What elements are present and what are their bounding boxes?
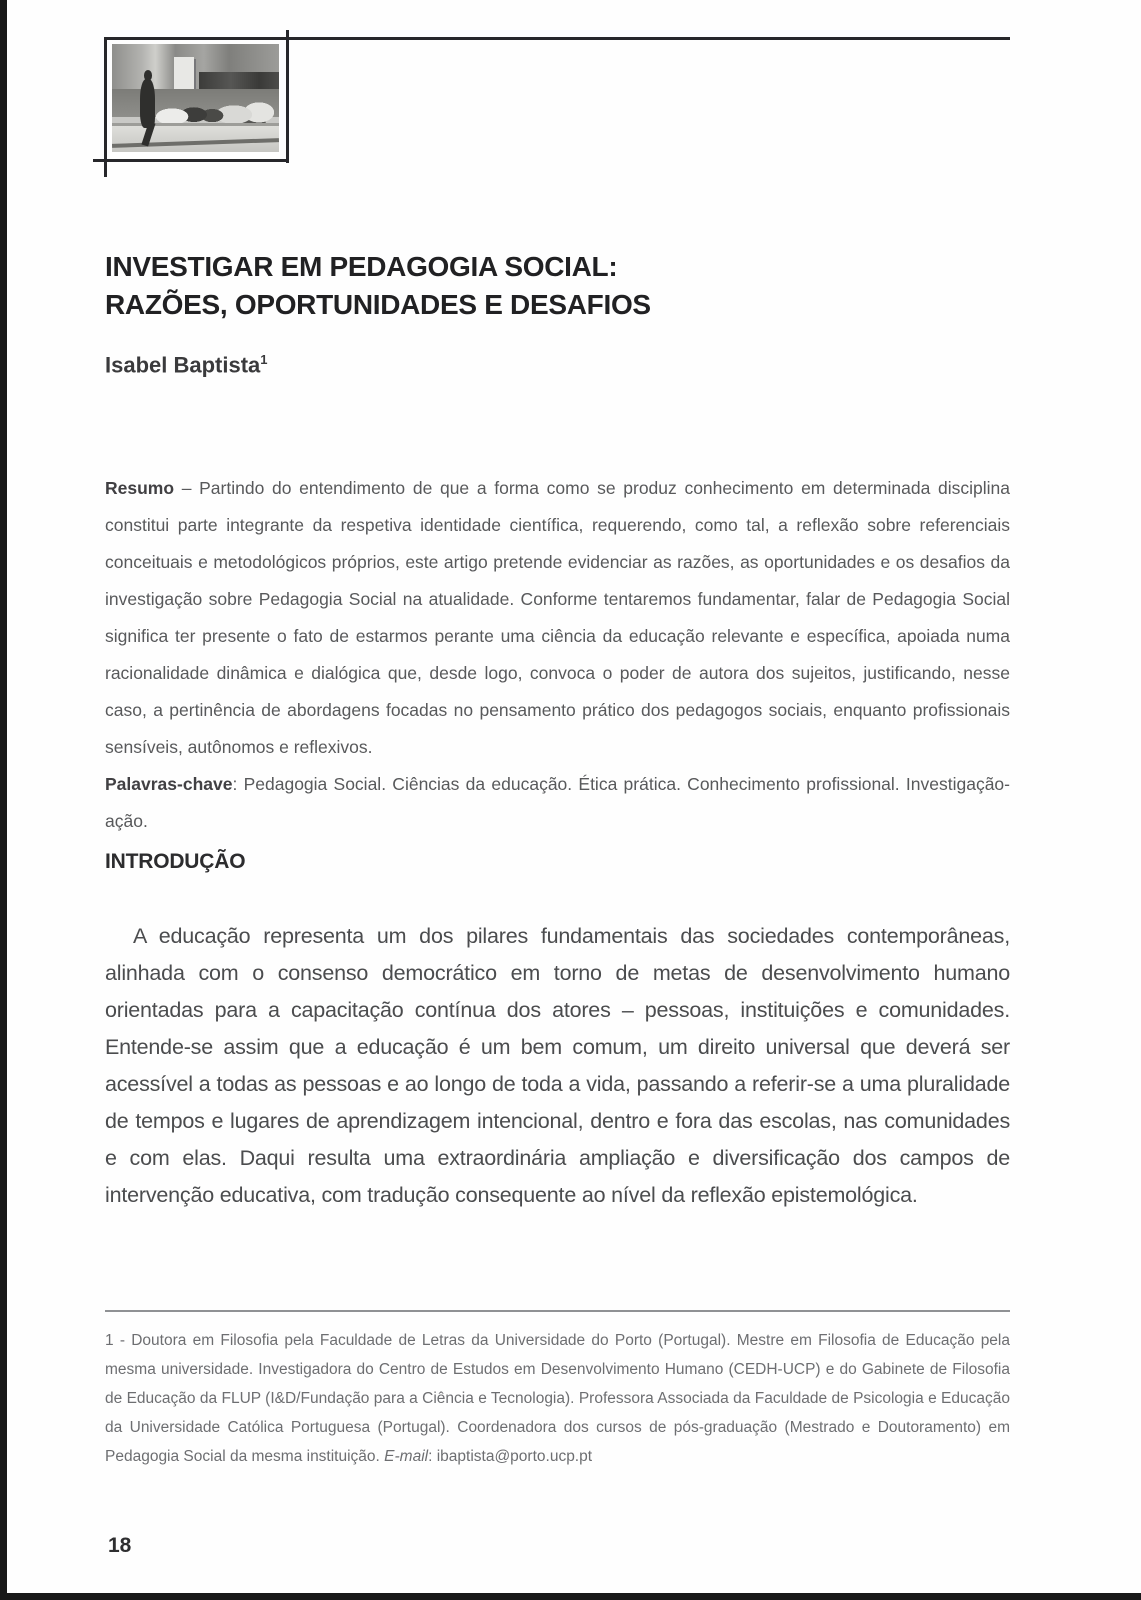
photo-road xyxy=(112,123,279,152)
keywords-line xyxy=(105,766,1010,840)
keywords-text: Pedagogia Social. Ciências da educação. Ética prática. Conhecimento profissional. Investigação-ação. xyxy=(105,774,1010,831)
author-footnote-ref: 1 xyxy=(260,352,268,367)
page-number: 18 xyxy=(108,1534,132,1557)
crop-mark-right-rule xyxy=(286,30,289,163)
left-spine-bar xyxy=(0,0,7,1600)
author-name: Isabel Baptista xyxy=(105,352,261,378)
abstract-separator: – xyxy=(174,478,200,498)
photo-white-sign xyxy=(174,57,194,89)
footnote-email-label: E-mail xyxy=(384,1448,429,1465)
footnote-separator-rule xyxy=(105,1310,1010,1312)
abstract-text: Partindo do entendimento de que a forma como se produz conhecimento em determinada disciplina constitui parte integrante da respetiva identidade científica, requerendo, como tal, a reflexão sobre referenciais conceituais e metodológicos próprios, este artigo pretende evidenciar as razões, as oportunidades e os desafios da investigação sobre Pedagogia Social na atualidade. Conforme tentaremos fundamentar, falar de Pedagogia Social significa ter presente o fato de estarmos perante uma ciência da educação relevante e específica, apoiada numa racionalidade dinâmica e dialógica que, desde logo, convoca o poder de autora dos sujeitos, justificando, nesse caso, a pertinência de abordagens focadas no pensamento prático dos pedagogos sociais, enquanto profissionais sensíveis, autônomos e reflexivos. xyxy=(105,478,1010,757)
introduction-heading: INTRODUÇÃO xyxy=(105,850,246,873)
photo-dark-windows-band xyxy=(199,72,279,89)
article-title xyxy=(105,248,1010,324)
bottom-edge-bar xyxy=(0,1593,1141,1600)
footnote-email-address: ibaptista@porto.ucp.pt xyxy=(436,1448,593,1465)
introduction-paragraph: A educação representa um dos pilares fundamentais das sociedades contemporâneas, alinhada com o consenso democrático em torno de metas de desenvolvimento humano orientadas para a capacitação contínua dos atores – pessoas, instituições e comunidades. Entende-se assim que a educação é um bem comum, um direito universal que deverá ser acessível a todas as pessoas e ao longo de toda a vida, passando a referir-se a uma pluralidade de tempos e lugares de aprendizagem intencional, dentro e fora das escolas, nas comunidades e com elas. Daqui resulta uma extraordinária ampliação e diversificação dos campos de intervenção educativa, com tradução consequente ao nível da reflexão epistemológica. xyxy=(105,924,1010,1207)
abstract-section xyxy=(105,470,1010,840)
keywords-separator: : xyxy=(232,774,244,794)
crop-mark-top-rule xyxy=(105,37,1010,40)
header-photo-street-scene xyxy=(112,44,279,152)
photo-person-head xyxy=(144,70,152,81)
article-title-line-2: RAZÕES, OPORTUNIDADES E DESAFIOS xyxy=(105,289,651,320)
footnote-body: 1 - Doutora em Filosofia pela Faculdade de Letras da Universidade do Porto (Portugal). Mestre em Filosofia de Educação pela mesma universidade. Investigadora do Centro de Estudos em Desenvolvimento Humano (CEDH-UCP) e do Gabinete de Filosofia de Educação da FLUP (I&D/Fundação para a Ciência e Tecnologia). Professora Associada da Faculdade de Psicologia e Educação da Universidade Católica Portuguesa (Portugal). Coordenadora dos cursos de pós-graduação (Mestrado e Doutoramento) em Pedagogia Social da mesma instituição. xyxy=(105,1332,1010,1465)
abstract-paragraph xyxy=(105,470,1010,766)
footnote-text xyxy=(105,1326,1010,1471)
keywords-label: Palavras-chave xyxy=(105,774,233,794)
crop-mark-left-rule xyxy=(104,37,107,177)
crop-mark-bottom-rule xyxy=(93,159,289,162)
author-line xyxy=(105,352,1010,378)
footnote-email-separator: : xyxy=(428,1448,437,1465)
article-title-line-1: INVESTIGAR EM PEDAGOGIA SOCIAL: xyxy=(105,251,618,282)
abstract-label: Resumo xyxy=(105,478,175,498)
